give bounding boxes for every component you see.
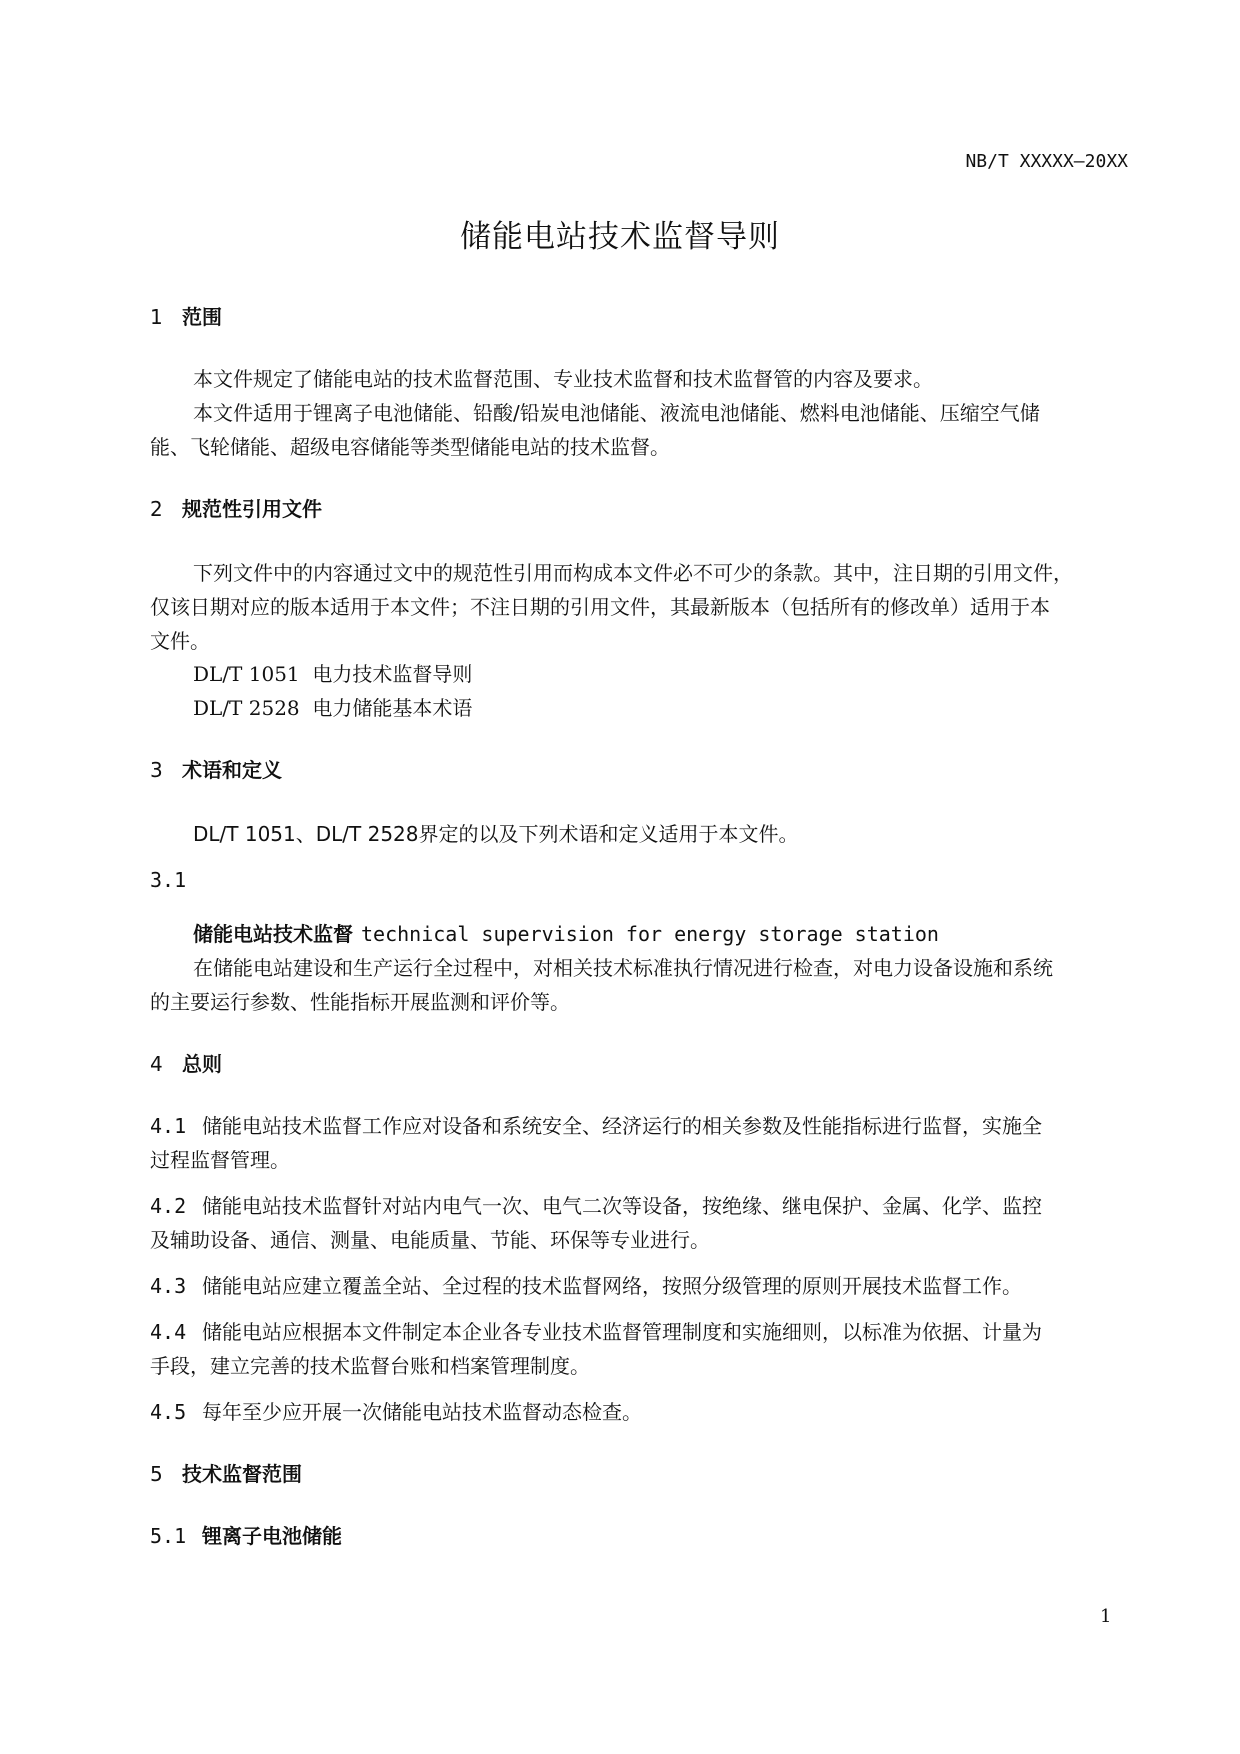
clause-number: 4.1: [150, 1114, 187, 1138]
document-code: NB/T XXXXX—20XX: [965, 151, 1128, 172]
section-2-paragraph-line-2: 仅该日期对应的版本适用于本文件；不注日期的引用文件，其最新版本（包括所有的修改单）适用于本: [150, 595, 1050, 619]
clause-4-5: [150, 1396, 642, 1425]
term-chinese: 储能电站技术监督: [193, 922, 353, 946]
clause-text: 每年至少应开展一次储能电站技术监督动态检查。: [202, 1400, 642, 1424]
term-definition-line-2: 的主要运行参数、性能指标开展监测和评价等。: [150, 990, 570, 1014]
clause-text: 储能电站应建立覆盖全站、全过程的技术监督网络，按照分级管理的原则开展技术监督工作。: [202, 1274, 1022, 1298]
clause-number: 4.4: [150, 1320, 187, 1344]
term-english: technical supervision for energy storage station: [361, 922, 939, 946]
reference-code: DL/T 2528: [193, 696, 300, 720]
clause-4-4: [150, 1316, 1042, 1345]
clause-4-4-line-2: 手段，建立完善的技术监督台账和档案管理制度。: [150, 1354, 590, 1378]
reference-name: 电力技术监督导则: [312, 662, 473, 686]
clause-4-3: [150, 1270, 1022, 1299]
section-2-paragraph-line-1: 下列文件中的内容通过文中的规范性引用而构成本文件必不可少的条款。其中，注日期的引用文件，: [193, 561, 1073, 585]
section-number: 2: [150, 497, 163, 521]
section-3-heading: [150, 754, 282, 783]
clause-number: 4.2: [150, 1194, 187, 1218]
section-3-paragraph: DL/T 1051、DL/T 2528界定的以及下列术语和定义适用于本文件。: [193, 822, 799, 846]
subsection-number: 5.1: [150, 1524, 187, 1548]
section-title: 规范性引用文件: [182, 497, 322, 521]
subsection-title: 锂离子电池储能: [202, 1524, 342, 1548]
section-2-heading: [150, 493, 322, 522]
clause-number: 4.3: [150, 1274, 187, 1298]
reference-item: [193, 692, 472, 721]
section-4-heading: [150, 1048, 222, 1077]
section-title: 总则: [182, 1052, 222, 1076]
section-title: 术语和定义: [182, 758, 282, 782]
reference-name: 电力储能基本术语: [312, 696, 473, 720]
document-title: 储能电站技术监督导则: [460, 219, 780, 255]
clause-4-1: [150, 1110, 1042, 1139]
section-title: 范围: [182, 305, 222, 329]
section-1-paragraph-1: 本文件规定了储能电站的技术监督范围、专业技术监督和技术监督管的内容及要求。: [193, 367, 933, 391]
section-title: 技术监督范围: [182, 1462, 302, 1486]
reference-item: [193, 658, 472, 687]
page-number: 1: [1100, 1606, 1112, 1627]
clause-text: 储能电站技术监督针对站内电气一次、电气二次等设备，按绝缘、继电保护、金属、化学、监控: [202, 1194, 1042, 1218]
section-2-paragraph-line-3: 文件。: [150, 629, 210, 653]
clause-text: 储能电站技术监督工作应对设备和系统安全、经济运行的相关参数及性能指标进行监督，实施全: [202, 1114, 1042, 1138]
clause-text: 储能电站应根据本文件制定本企业各专业技术监督管理制度和实施细则，以标准为依据、计量为: [202, 1320, 1042, 1344]
section-5-heading: [150, 1458, 302, 1487]
clause-4-2-line-2: 及辅助设备、通信、测量、电能质量、节能、环保等专业进行。: [150, 1228, 710, 1252]
section-1-paragraph-2-line-1: 本文件适用于锂离子电池储能、铅酸/铅炭电池储能、液流电池储能、燃料电池储能、压缩空气储: [193, 401, 1040, 425]
section-1-paragraph-2-line-2: 能、飞轮储能、超级电容储能等类型储能电站的技术监督。: [150, 435, 670, 459]
section-number: 1: [150, 305, 163, 329]
section-number: 3: [150, 758, 163, 782]
term-clause-number: 3.1: [150, 868, 187, 892]
term-definition-line-1: 在储能电站建设和生产运行全过程中，对相关技术标准执行情况进行检查，对电力设备设施和系统: [193, 956, 1053, 980]
clause-4-1-line-2: 过程监督管理。: [150, 1148, 290, 1172]
subsection-5-1-heading: [150, 1520, 342, 1549]
section-1-heading: [150, 301, 222, 330]
section-number: 4: [150, 1052, 163, 1076]
clause-number: 4.5: [150, 1400, 187, 1424]
reference-code: DL/T 1051: [193, 662, 300, 686]
term-entry: [193, 918, 939, 947]
clause-4-2: [150, 1190, 1042, 1219]
section-number: 5: [150, 1462, 163, 1486]
